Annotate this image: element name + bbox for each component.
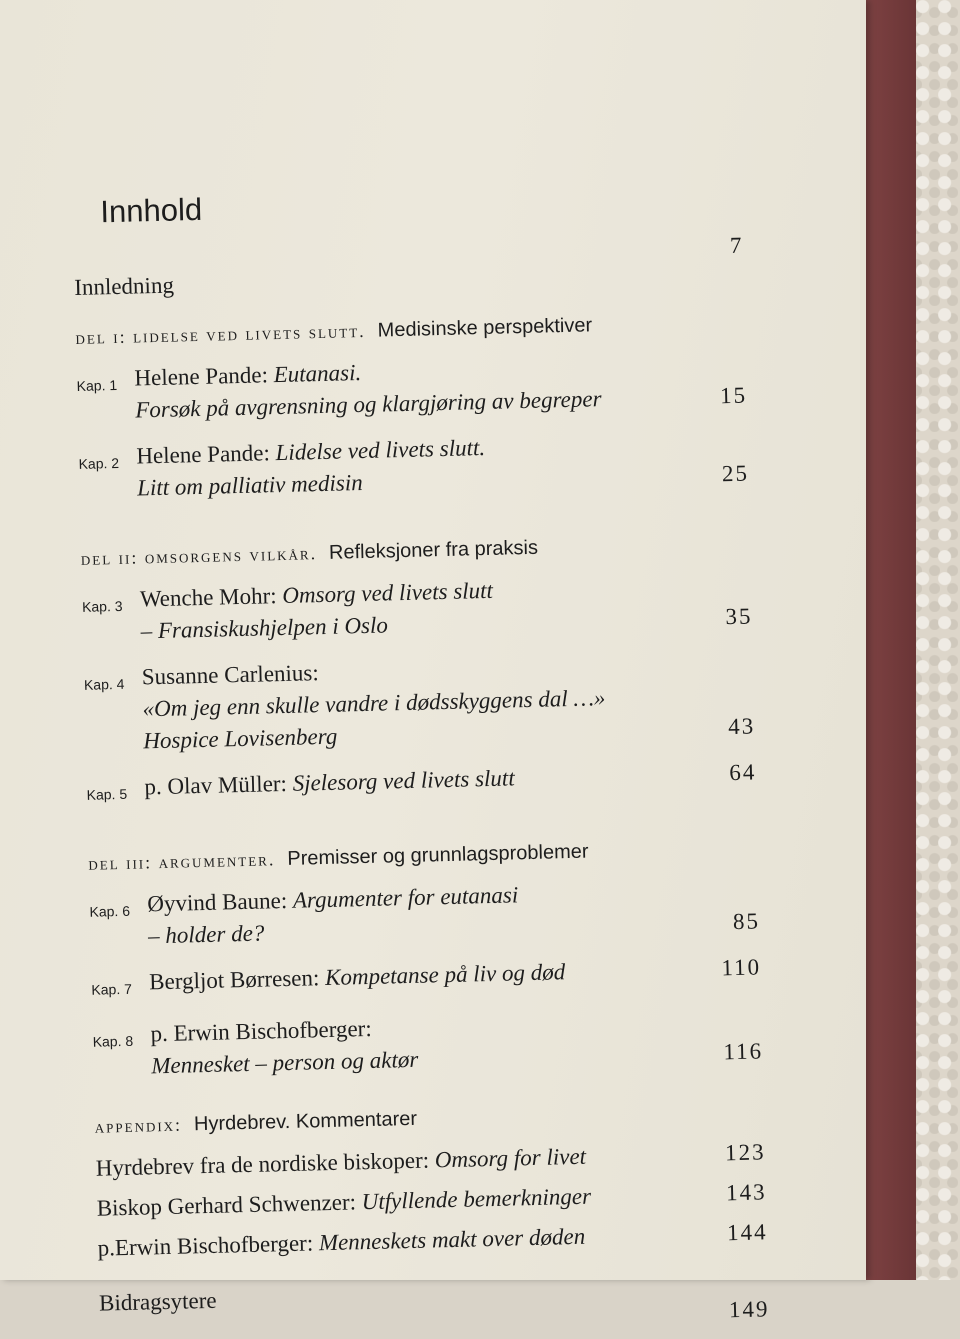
appendix-author: Hyrdebrev fra de nordiske biskoper: <box>95 1147 430 1181</box>
chapter-entry-3 <box>82 569 753 649</box>
contributors-label: Bidragsytere <box>98 1287 217 1316</box>
chapter-page: 15 <box>719 382 748 409</box>
chapter-page: 43 <box>727 713 756 740</box>
chapter-title: Sjelesorg ved livets slutt <box>292 765 515 796</box>
chapter-page: 85 <box>732 908 761 935</box>
intro-label: Innledning <box>73 272 175 300</box>
chapter-author: Bergljot Børresen: <box>148 965 320 995</box>
chapter-title: Kompetanse på liv og død <box>324 959 566 991</box>
chapter-author: Øyvind Baune: <box>147 887 288 917</box>
appendix-heading <box>95 1099 765 1138</box>
part-label: del iii: argumenter. <box>88 849 276 874</box>
chapter-page: 35 <box>725 603 753 630</box>
appendix-item-3 <box>97 1216 768 1264</box>
chapter-page: 25 <box>721 460 750 487</box>
chapter-title-cont: Hospice Lovisenberg <box>143 723 338 754</box>
chapter-page: 110 <box>721 954 762 981</box>
chapter-number: Kap. 4 <box>83 675 125 693</box>
part-label: del i: lidelse ved livets slutt. <box>75 320 366 348</box>
chapter-entry-5 <box>86 756 757 810</box>
part-subtitle: Refleksjoner fra praksis <box>328 536 539 564</box>
appendix-item-1 <box>95 1136 766 1184</box>
chapter-title-cont: Forsøk på avgrensning og klargjøring av begreper <box>134 386 602 423</box>
appendix-page: 123 <box>724 1139 766 1166</box>
chapter-number: Kap. 6 <box>89 902 131 920</box>
chapter-number: Kap. 8 <box>92 1032 134 1050</box>
chapter-entry-1 <box>76 348 747 428</box>
chapter-entry-7 <box>91 951 762 1005</box>
chapter-title: Lidelse ved livets slutt. <box>275 434 486 466</box>
table-of-contents <box>72 179 770 1323</box>
chapter-title-cont: – Fransiskushjelpen i Oslo <box>140 612 389 644</box>
intro-page: 7 <box>729 232 744 258</box>
appendix-subtitle: Hyrdebrev. Kommentarer <box>193 1107 418 1136</box>
toc-entry-intro <box>73 232 744 301</box>
chapter-title: Eutanasi. <box>273 359 362 388</box>
chapter-page: 116 <box>723 1038 764 1065</box>
part-subtitle: Premisser og grunnlagsproblemer <box>287 840 589 870</box>
chapter-number: Kap. 7 <box>91 980 133 998</box>
chapter-title-cont: – holder de? <box>147 920 265 949</box>
toc-entry-contributors <box>98 1274 770 1323</box>
chapter-author: Helene Pande: <box>134 362 269 391</box>
appendix-item-2 <box>96 1176 767 1224</box>
chapter-title: Omsorg ved livets slutt <box>282 577 494 608</box>
appendix-title: Utfyllende bemerkninger <box>361 1183 592 1215</box>
chapter-number: Kap. 2 <box>78 454 120 472</box>
chapter-page: 64 <box>729 759 757 786</box>
chapter-entry-6 <box>89 873 760 953</box>
chapter-entry-4 <box>83 646 755 758</box>
chapter-title: Mennesket – person og aktør <box>150 1046 419 1079</box>
part-label: del ii: omsorgens vilkår. <box>80 543 318 569</box>
chapter-number: Kap. 5 <box>86 785 128 803</box>
part-heading-3 <box>88 836 758 875</box>
appendix-page: 143 <box>725 1179 767 1206</box>
chapter-author: Helene Pande: <box>136 440 271 469</box>
chapter-number: Kap. 1 <box>76 376 118 394</box>
chapter-title-cont: Litt om palliativ medisin <box>136 469 363 501</box>
chapter-author: Wenche Mohr: <box>139 583 277 612</box>
appendix-label: appendix: <box>94 1114 183 1137</box>
appendix-author: Biskop Gerhard Schwenzer: <box>96 1189 357 1221</box>
chapter-number: Kap. 3 <box>81 597 123 615</box>
appendix-title: Omsorg for livet <box>434 1143 587 1173</box>
part-heading-1 <box>75 311 745 350</box>
part-heading-2 <box>81 532 751 571</box>
chapter-author: p. Olav Müller: <box>144 770 288 800</box>
contributors-page: 149 <box>728 1296 770 1323</box>
chapter-author: Susanne Carlenius: <box>141 660 320 690</box>
chapter-title: «Om jeg enn skulle vandre i dødsskyggens dal …» <box>142 685 606 722</box>
chapter-author: p. Erwin Bischofberger: <box>150 1015 372 1047</box>
chapter-title: Argumenter for eutanasi <box>292 882 519 913</box>
appendix-title: Menneskets makt over døden <box>318 1223 586 1256</box>
appendix-page: 144 <box>726 1219 768 1246</box>
chapter-entry-2 <box>78 426 749 506</box>
part-subtitle: Medisinske perspektiver <box>377 314 593 342</box>
page-title: Innhold <box>99 191 203 230</box>
appendix-author: p.Erwin Bischofberger: <box>97 1230 314 1261</box>
chapter-entry-8 <box>92 1003 763 1083</box>
